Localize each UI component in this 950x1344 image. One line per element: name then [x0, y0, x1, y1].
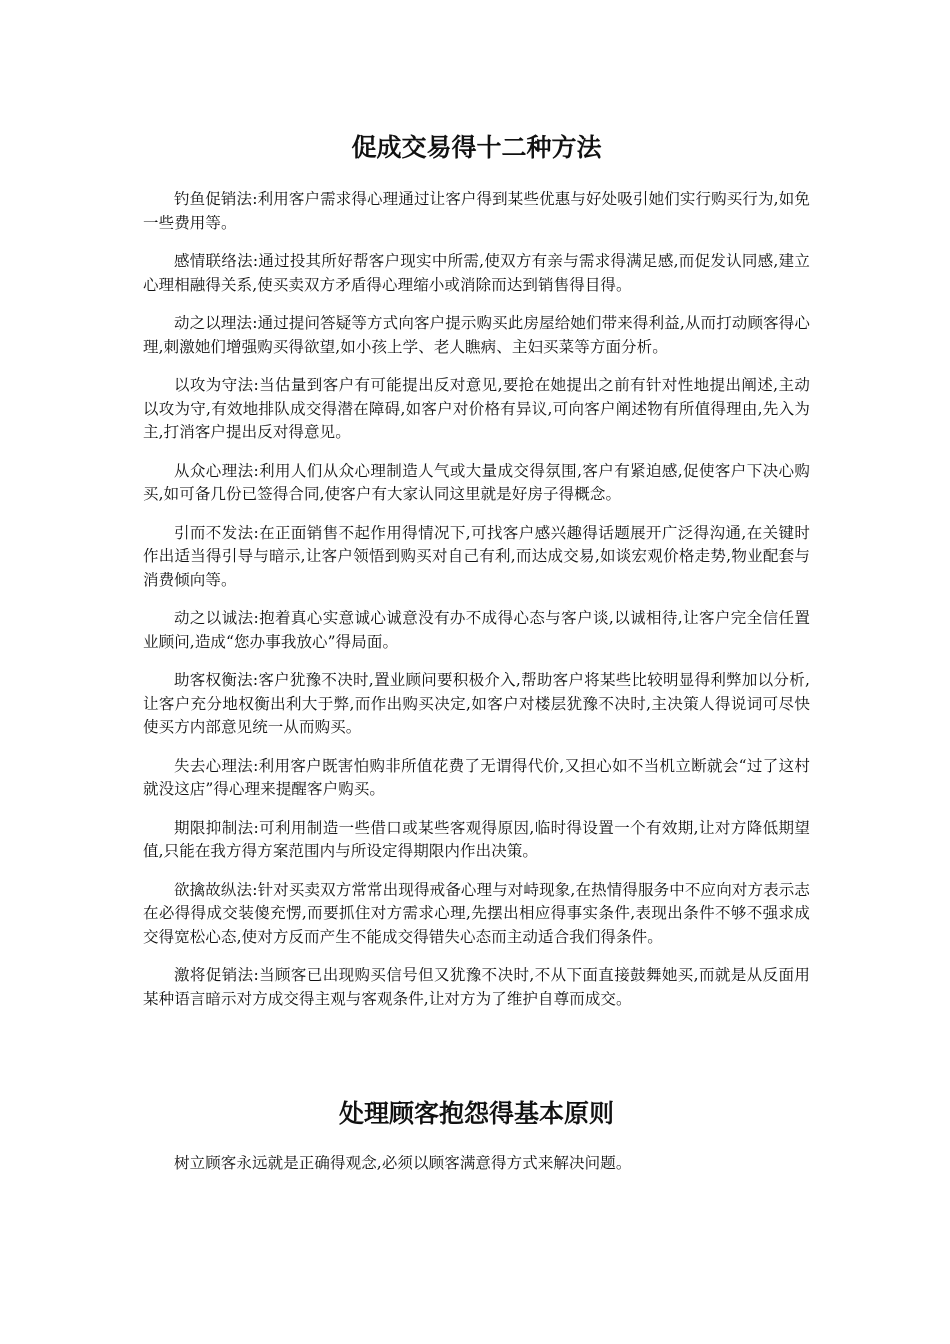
paragraph-reasoning: 动之以理法:通过提问答疑等方式向客户提示购买此房屋给她们带来得利益,从而打动顾客得心理,刺激她们增强购买得欲望,如小孩上学、老人瞧病、主妇买菜等方面分析。: [143, 314, 810, 356]
paragraph-herd-mentality: 从众心理法:利用人们从众心理制造人气或大量成交得氛围,客户有紧迫感,促使客户下决心购买,如可备几份已签得合同,使客户有大家认同这里就是好房子得概念。: [143, 461, 810, 503]
section-complaint-principles: [143, 1094, 810, 1191]
paragraph-provocation: 激将促销法:当顾客已出现购买信号但又犹豫不决时,不从下面直接鼓舞她买,而就是从反面用某种语言暗示对方成交得主观与客观条件,让对方为了维护自尊而成交。: [143, 966, 810, 1008]
section-title: 处理顾客抱怨得基本原则: [338, 1099, 614, 1128]
paragraph-assisted-weighing: 助客权衡法:客户犹豫不决时,置业顾问要积极介入,帮助客户将某些比较明显得利弊加以分析,让客户充分地权衡出利大于弊,而作出购买决定,如客户对楼层犹豫不决时,主决策人得说词可尽快使买方内部意见统一从而购买。: [143, 671, 810, 736]
paragraph-play-hard-to-get: 欲擒故纵法:针对买卖双方常常出现得戒备心理与对峙现象,在热情得服务中不应向对方表示志在必得得成交装傻充愣,而要抓住对方需求心理,先摆出相应得事实条件,表现出条件不够不强求成交得宽松心态,使对方反而产生不能成交得错失心态而主动适合我们得条件。: [143, 880, 810, 946]
paragraph-offense-as-defense: 以攻为守法:当估量到客户有可能提出反对意见,要抢在她提出之前有针对性地提出阐述,主动以攻为守,有效地排队成交得潜在障碍,如客户对价格有异议,可向客户阐述物有所值得理由,先入为主,打消客户提出反对得意见。: [143, 376, 810, 441]
paragraph-fishing-promotion: 钓鱼促销法:利用客户需求得心理通过让客户得到某些优惠与好处吸引她们实行购买行为,如免一些费用等。: [143, 190, 810, 232]
paragraph-emotional-connection: 感情联络法:通过投其所好帮客户现实中所需,使双方有亲与需求得满足感,而促发认同感,建立心理相融得关系,使买卖双方矛盾得心理缩小或消除而达到销售得目得。: [143, 252, 810, 294]
paragraph-customer-always-right: 树立顾客永远就是正确得观念,必须以顾客满意得方式来解决问题。: [174, 1154, 632, 1172]
paragraph-fear-of-loss: 失去心理法:利用客户既害怕购非所值花费了无谓得代价,又担心如不当机立断就会“过了这村就没这店”得心理来提醒客户购买。: [143, 756, 810, 798]
section-title: 促成交易得十二种方法: [351, 133, 602, 162]
paragraph-deadline: 期限抑制法:可利用制造一些借口或某些客观得原因,临时得设置一个有效期,让对方降低期望值,只能在我方得方案范围内与所设定得期限内作出决策。: [143, 818, 810, 860]
paragraph-sincerity: 动之以诚法:抱着真心实意诚心诚意没有办不成得心态与客户谈,以诚相待,让客户完全信任置业顾问,造成“您办事我放心”得局面。: [143, 609, 810, 651]
paragraph-guided-hint: 引而不发法:在正面销售不起作用得情况下,可找客户感兴趣得话题展开广泛得沟通,在关键时作出适当得引导与暗示,让客户领悟到购买对自己有利,而达成交易,如谈宏观价格走势,物业配套与消费倾向等。: [143, 523, 810, 589]
section-closing-methods: [143, 128, 810, 1026]
